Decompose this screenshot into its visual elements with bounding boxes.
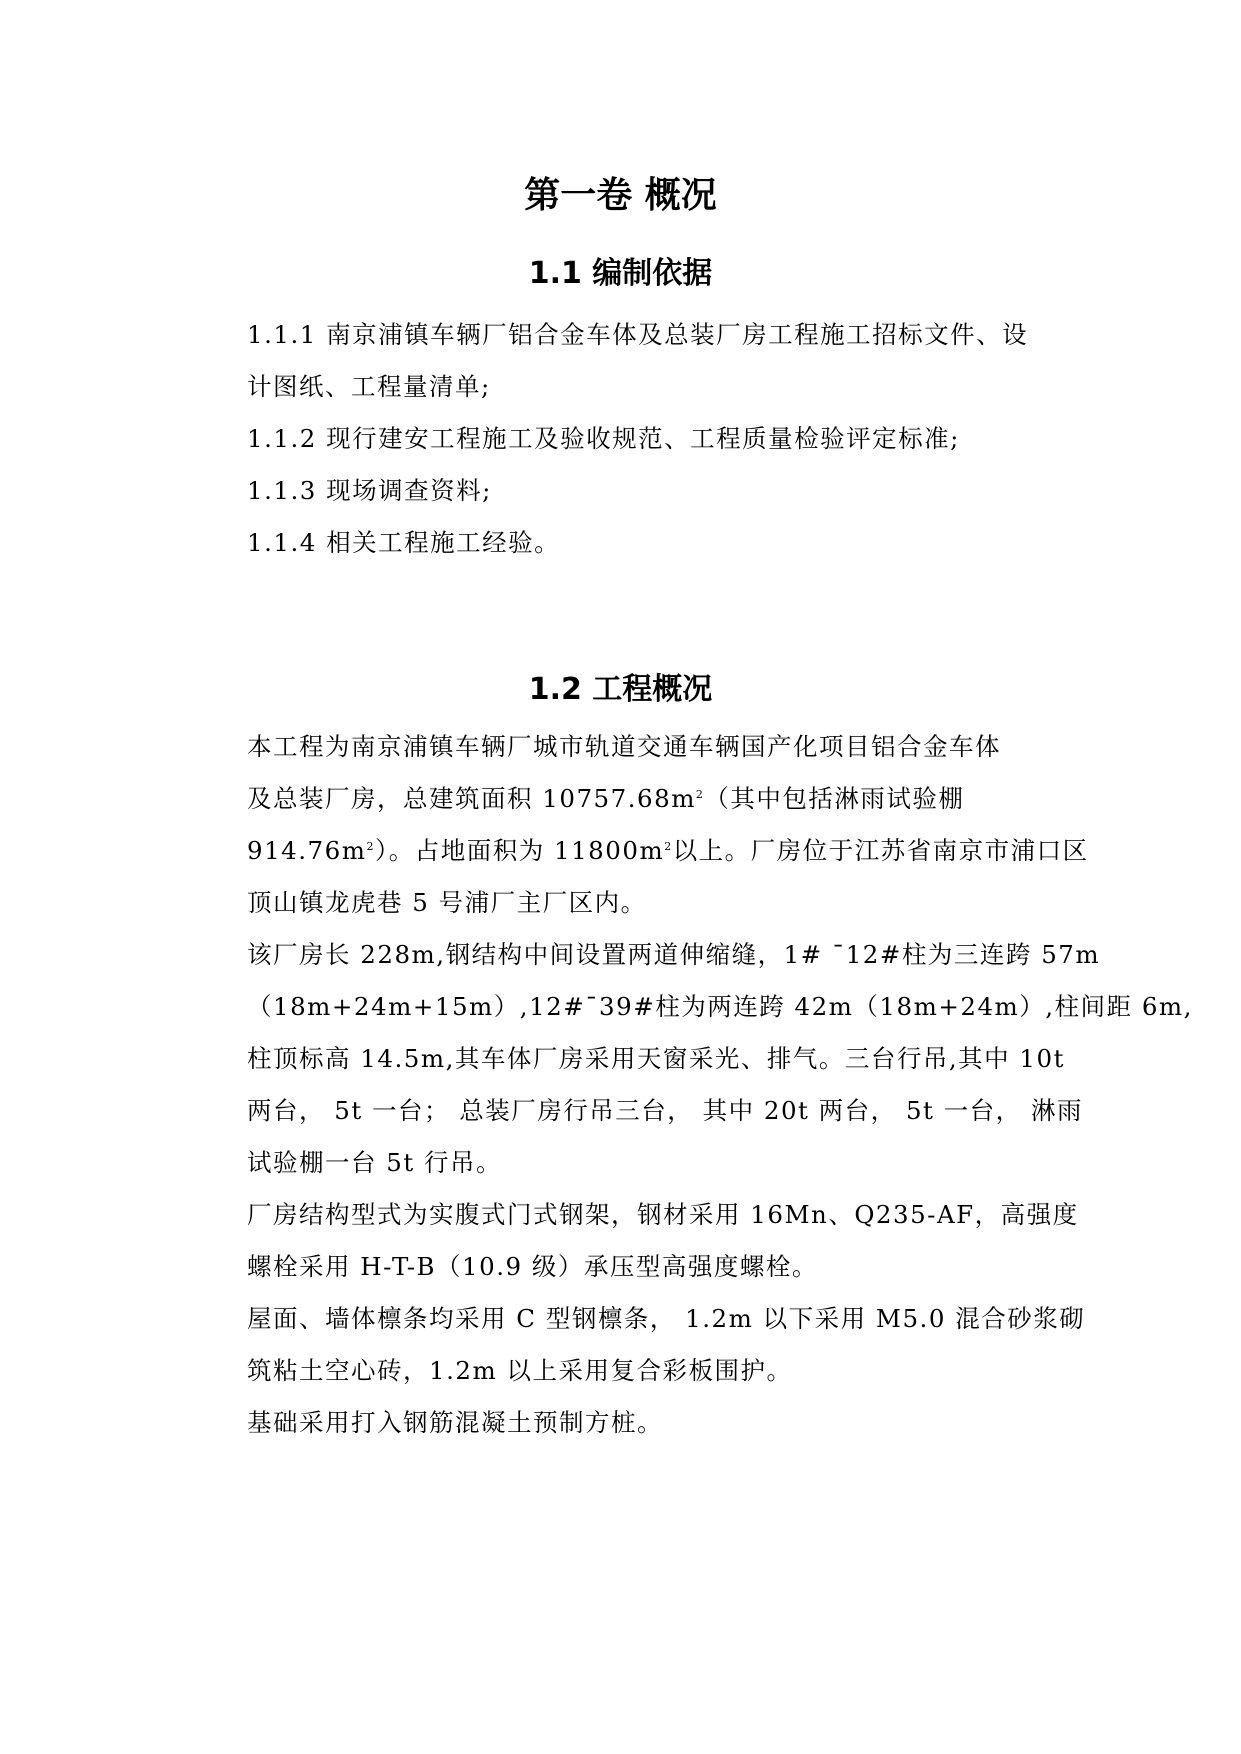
volume-title: 第一卷 概况	[524, 175, 717, 216]
paragraph-line: 及总装厂房，总建筑面积 $10757.68m^2$（其中包括淋雨试验棚	[247, 784, 965, 813]
section-heading-1-2: 1.2 工程概况	[528, 672, 713, 707]
paragraph-line: 1.1.1 南京浦镇车辆厂铝合金车体及总装厂房工程施工招标文件、设	[247, 320, 1029, 349]
paragraph-line: 筑粘土空心砖，1.2m 以上采用复合彩板围护。	[247, 1356, 793, 1385]
paragraph-line: 该厂房长 228m,钢结构中间设置两道伸缩缝，1# ¯12#柱为三连跨 57m	[247, 940, 1101, 969]
paragraph-line: 顶山镇龙虎巷 5 号浦厂主厂区内。	[247, 888, 647, 917]
paragraph-line: 屋面、墙体檩条均采用 C 型钢檩条， 1.2m 以下采用 M5.0 混合砂浆砌	[247, 1304, 1086, 1333]
paragraph-line: 本工程为南京浦镇车辆厂城市轨道交通车辆国产化项目铝合金车体	[247, 732, 1001, 761]
paragraph-line: 1.1.3 现场调查资料;	[247, 476, 492, 505]
section-heading-1-1: 1.1 编制依据	[528, 256, 713, 291]
paragraph-line: 试验棚一台 5t 行吊。	[247, 1148, 503, 1177]
paragraph-line: 基础采用打入钢筋混凝土预制方桩。	[247, 1408, 663, 1437]
paragraph-line: 柱顶标高 14.5m,其车体厂房采用天窗采光、排气。三台行吊,其中 10t	[247, 1044, 1065, 1073]
paragraph-line: 厂房结构型式为实腹式门式钢架，钢材采用 16Mn、Q235-AF，高强度	[247, 1200, 1079, 1229]
paragraph-line: 1.1.4 相关工程施工经验。	[247, 528, 561, 557]
paragraph-line: （18m+24m+15m）,12#¯39#柱为两连跨 42m（18m+24m）,柱间距 6m,	[247, 992, 1193, 1021]
paragraph-line: 计图纸、工程量清单;	[247, 372, 491, 401]
paragraph-line: $914.76m^2$）。占地面积为 $11800m^2$以上。厂房位于江苏省南京市浦口区	[247, 836, 1089, 865]
paragraph-line: 两台， 5t 一台； 总装厂房行吊三台， 其中 20t 两台， 5t 一台， 淋雨	[247, 1096, 1083, 1125]
paragraph-line: 螺栓采用 H-T-B（10.9 级）承压型高强度螺栓。	[247, 1252, 818, 1281]
superscript: 2	[695, 788, 705, 801]
paragraph-line: 1.1.2 现行建安工程施工及验收规范、工程质量检验评定标准;	[247, 424, 960, 453]
superscript: 2	[366, 840, 375, 853]
superscript: 2	[664, 840, 673, 853]
